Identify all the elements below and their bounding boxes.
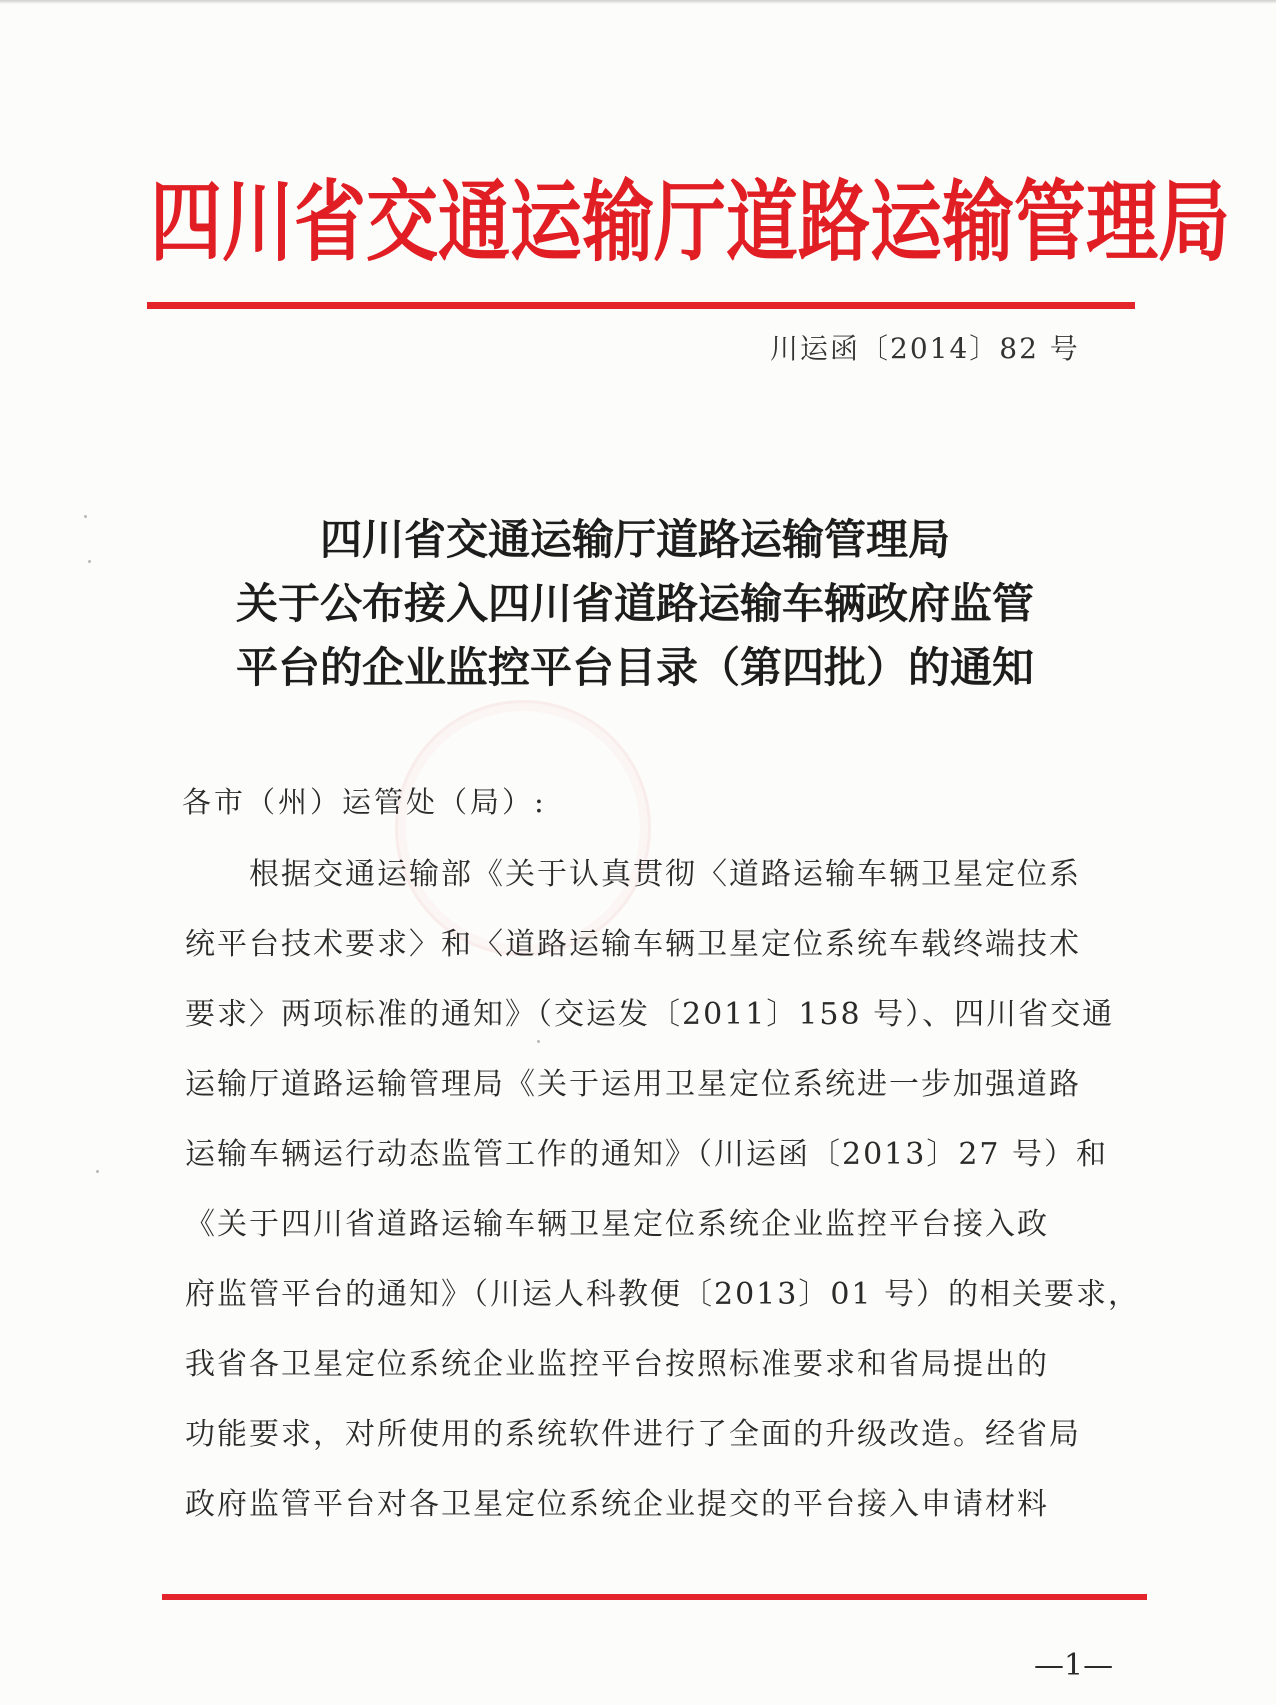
scan-speck [88,560,91,563]
addressee-line: 各市（州）运管处（局）: [182,785,547,819]
notice-title-line: 平台的企业监控平台目录（第四批）的通知 [235,643,1034,692]
scan-speck [84,515,87,518]
notice-body [185,840,1141,1540]
body-line: 我省各卫星定位系统企业监控平台按照标准要求和省局提出的 [185,1347,1049,1382]
body-line: 运输车辆运行动态监管工作的通知》（川运函〔2013〕27 号）和 [185,1137,1109,1172]
body-line: 运输厅道路运输管理局《关于运用卫星定位系统进一步加强道路 [185,1067,1081,1102]
body-line: 根据交通运输部《关于认真贯彻〈道路运输车辆卫星定位系 [249,857,1081,892]
issuer-letterhead-title: 四川省交通运输厅道路运输管理局 [150,169,1231,274]
notice-title-line: 关于公布接入四川省道路运输车辆政府监管 [235,579,1034,628]
notice-title-line: 四川省交通运输厅道路运输管理局 [319,515,950,564]
body-line: 政府监管平台对各卫星定位系统企业提交的平台接入申请材料 [185,1487,1049,1522]
body-line: 统平台技术要求〉和〈道路运输车辆卫星定位系统车载终端技术 [185,927,1081,962]
letterhead-red-rule [147,302,1135,309]
scan-speck [96,1170,99,1173]
body-line: 要求〉两项标准的通知》（交运发〔2011〕158 号）、四川省交通 [185,997,1115,1032]
footer-red-rule [162,1594,1147,1600]
document-number: 川运函〔2014〕82 号 [770,332,1080,365]
page-number: —1— [1034,1648,1114,1683]
body-line: 府监管平台的通知》（川运人科教便〔2013〕01 号）的相关要求， [185,1277,1141,1312]
scan-edge-shadow [0,0,1276,4]
scan-speck [537,1040,540,1043]
body-line: 功能要求，对所使用的系统软件进行了全面的升级改造。经省局 [185,1417,1081,1452]
notice-title [160,508,1110,700]
body-line: 《关于四川省道路运输车辆卫星定位系统企业监控平台接入政 [185,1207,1049,1242]
